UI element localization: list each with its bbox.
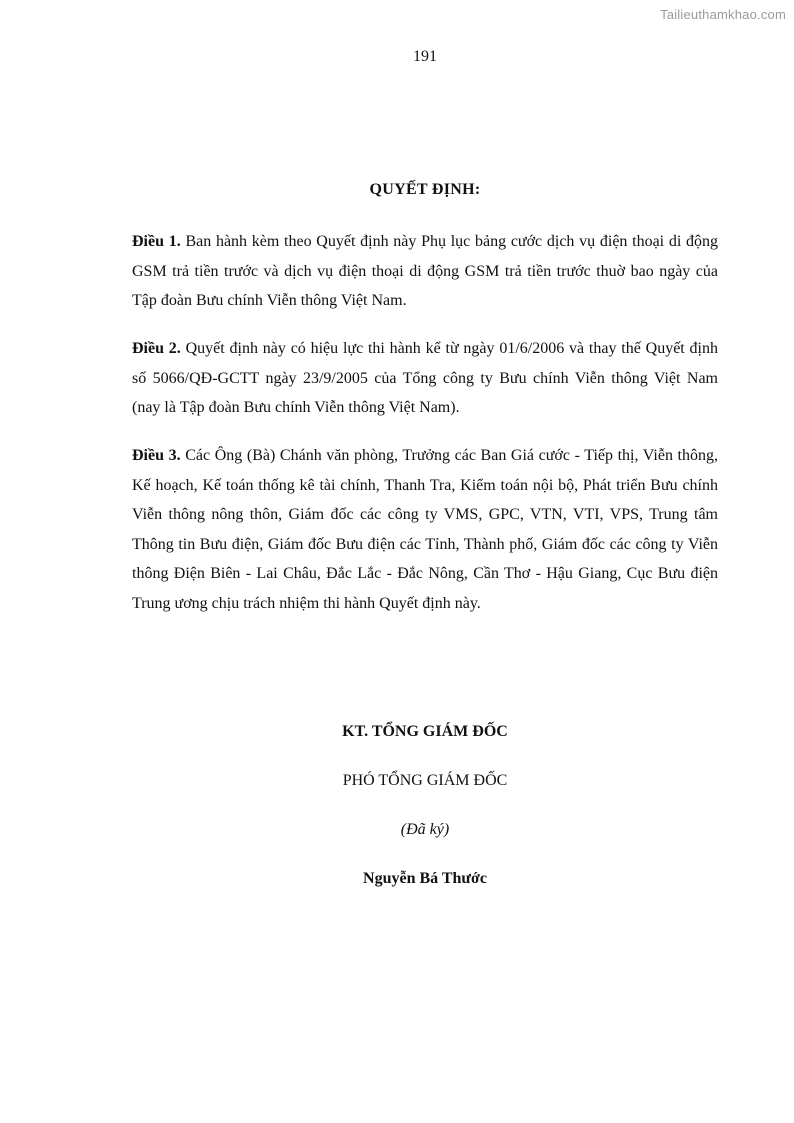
article-2-label: Điều 2.	[132, 340, 181, 357]
article-1-text: Ban hành kèm theo Quyết định này Phụ lục bảng cước dịch vụ điện thoại di động GSM trả tiền trước và dịch vụ điện thoại di động GSM trả tiền trước thuờ bao ngày của Tập đoàn Bưu chính Viễn thông Việt Nam.	[132, 233, 719, 310]
decision-title: QUYẾT ĐỊNH:	[369, 181, 481, 198]
page-number: 191	[413, 48, 437, 65]
watermark: Tailieuthamkhao.com	[660, 7, 786, 22]
article-3-label: Điều 3.	[132, 447, 181, 464]
article-1	[132, 227, 718, 316]
signature-role: PHÓ TỔNG GIÁM ĐỐC	[342, 772, 508, 789]
article-3	[132, 441, 718, 619]
article-2-text: Quyết định này có hiệu lực thi hành kể từ ngày 01/6/2006 và thay thế Quyết định số 5066/QĐ-GCTT ngày 23/9/2005 của Tổng công ty Bưu chính Viễn thông Việt Nam (nay là Tập đoàn Bưu chính Viễn thông Việt Nam).	[132, 340, 718, 417]
signature-signed-note: (Đã ký)	[400, 821, 450, 838]
article-2	[132, 334, 718, 423]
signature-title: KT. TỔNG GIÁM ĐỐC	[342, 723, 508, 740]
article-3-text: Các Ông (Bà) Chánh văn phòng, Trưởng các Ban Giá cước - Tiếp thị, Viễn thông, Kế hoạch, Kế toán thống kê tài chính, Thanh Tra, Kiểm toán nội bộ, Phát triển Bưu chính Viễn thông nông thôn, Giám đốc các công ty VMS, GPC, VTN, VTI, VPS, Trung tâm Thông tin Bưu điện, Giám đốc Bưu điện các Tỉnh, Thành phố, Giám đốc các công ty Viễn thông Điện Biên - Lai Châu, Đắc Lắc - Đắc Nông, Cần Thơ - Hậu Giang, Cục Bưu điện Trung ương chịu trách nhiệm thi hành Quyết định này.	[132, 447, 719, 612]
signatory-name: Nguyễn Bá Thước	[363, 870, 487, 887]
article-1-label: Điều 1.	[132, 233, 181, 250]
